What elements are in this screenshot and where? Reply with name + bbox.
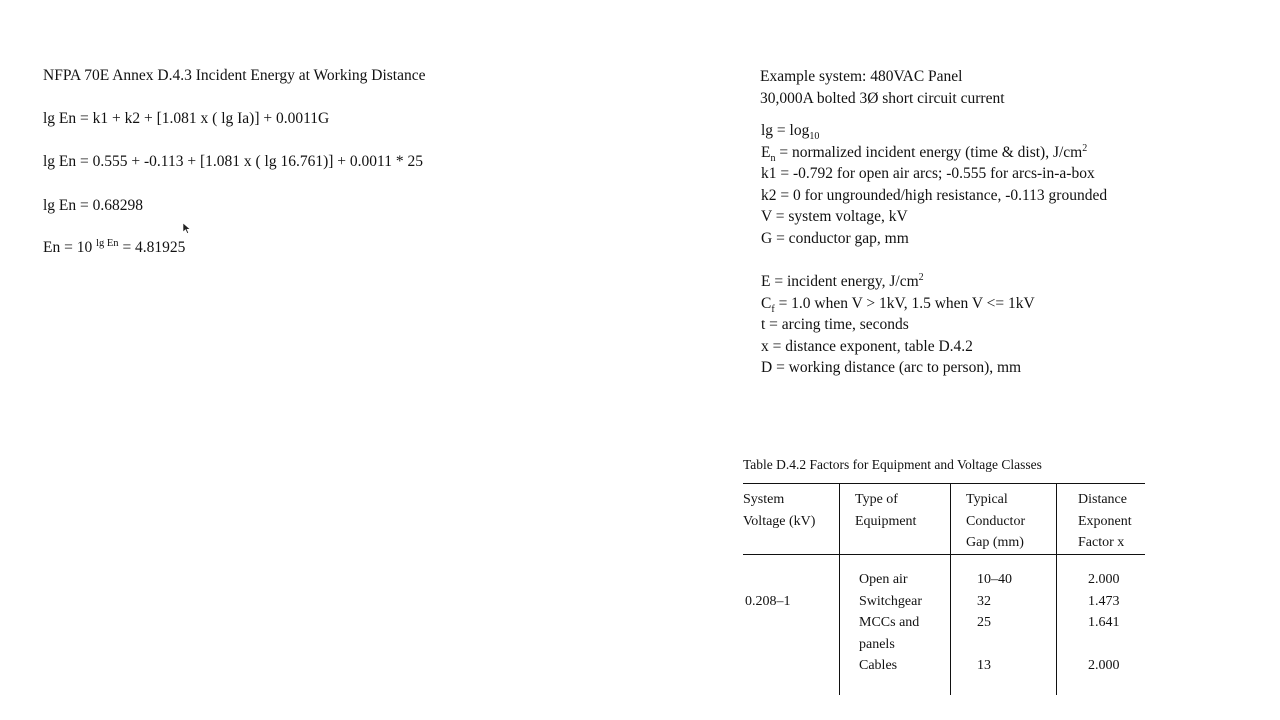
table-col-divider [950, 483, 951, 695]
table-top-rule [743, 483, 1145, 484]
table-col-divider [1056, 483, 1057, 695]
definitions-block-2 [761, 271, 1035, 379]
table-header-gap: Typical Conductor Gap (mm) [966, 492, 1026, 551]
def-e: E = incident energy, $J/cm^2$ [761, 271, 924, 290]
table-header-equipment: Type of Equipment [855, 492, 917, 529]
table-cell-voltage: 0.208–1 [745, 594, 791, 609]
table-header-voltage: System Voltage (kV) [743, 492, 816, 529]
def-t: t = arcing time, seconds [761, 316, 909, 334]
table-cell-factor: 2.000 [1088, 658, 1120, 673]
factors-table [743, 483, 1145, 695]
table-cell-equipment: MCCs and [859, 615, 920, 630]
table-cell-factor: 1.473 [1088, 594, 1120, 609]
table-cell-equipment: panels [859, 637, 895, 652]
def-lg: $\lg = \log_{10}$ [761, 122, 820, 143]
equation-result-lg: lg En = 0.68298 [43, 197, 144, 214]
table-header-factor: Distance Exponent Factor x [1078, 492, 1132, 551]
def-cf: $C_f = 1.0$ when V > 1kV, 1.5 when V <= 1kV [761, 294, 1035, 315]
def-v: V = system voltage, kV [761, 208, 908, 226]
table-cell-gap: 13 [977, 658, 991, 673]
def-k2: k2 = 0 for ungrounded/high resistance, -0.113 grounded [761, 186, 1108, 204]
example-system-line2: 30,000A bolted 3Ø short circuit current [760, 90, 1005, 107]
def-x: x = distance exponent, table D.4.2 [761, 337, 973, 355]
definitions-block-1 [761, 120, 1107, 250]
table-cell-equipment: Open air [859, 572, 908, 587]
example-system-line1: Example system: 480VAC Panel [760, 68, 963, 85]
table-cell-gap: 25 [977, 615, 991, 630]
page-title: NFPA 70E Annex D.4.3 Incident Energy at Working Distance [43, 67, 426, 84]
def-g: G = conductor gap, mm [761, 229, 909, 247]
table-cell-equipment: Switchgear [859, 594, 922, 609]
table-cell-factor: 2.000 [1088, 572, 1120, 587]
table-col-divider [839, 483, 840, 695]
table-cell-equipment: Cables [859, 658, 898, 673]
table-header-rule [743, 554, 1145, 555]
def-en: $E_n$ = normalized incident energy (time & dist), $J/cm^2$ [761, 142, 1088, 164]
equation-result-en [43, 239, 185, 257]
equation-en-exponent: lg En [96, 237, 119, 249]
equation-substituted: lg En = 0.555 + -0.113 + [1.081 x ( lg 16.761)] + 0.0011 * 25 [43, 153, 423, 170]
table-cell-factor: 1.641 [1088, 615, 1120, 630]
equation-en-value: = 4.81925 [118, 239, 186, 256]
def-k1: k1 = -0.792 for open air arcs; -0.555 for arcs-in-a-box [761, 165, 1095, 183]
equation-general: lg En = k1 + k2 + [1.081 x ( lg Ia)] + 0.0011G [43, 110, 330, 127]
table-cell-gap: 10–40 [977, 572, 1012, 587]
equation-en-prefix: En = 10 [43, 239, 93, 256]
def-d: D = working distance (arc to person), mm [761, 359, 1022, 377]
table-cell-gap: 32 [977, 594, 991, 609]
table-caption: Table D.4.2 Factors for Equipment and Voltage Classes [743, 457, 1042, 472]
